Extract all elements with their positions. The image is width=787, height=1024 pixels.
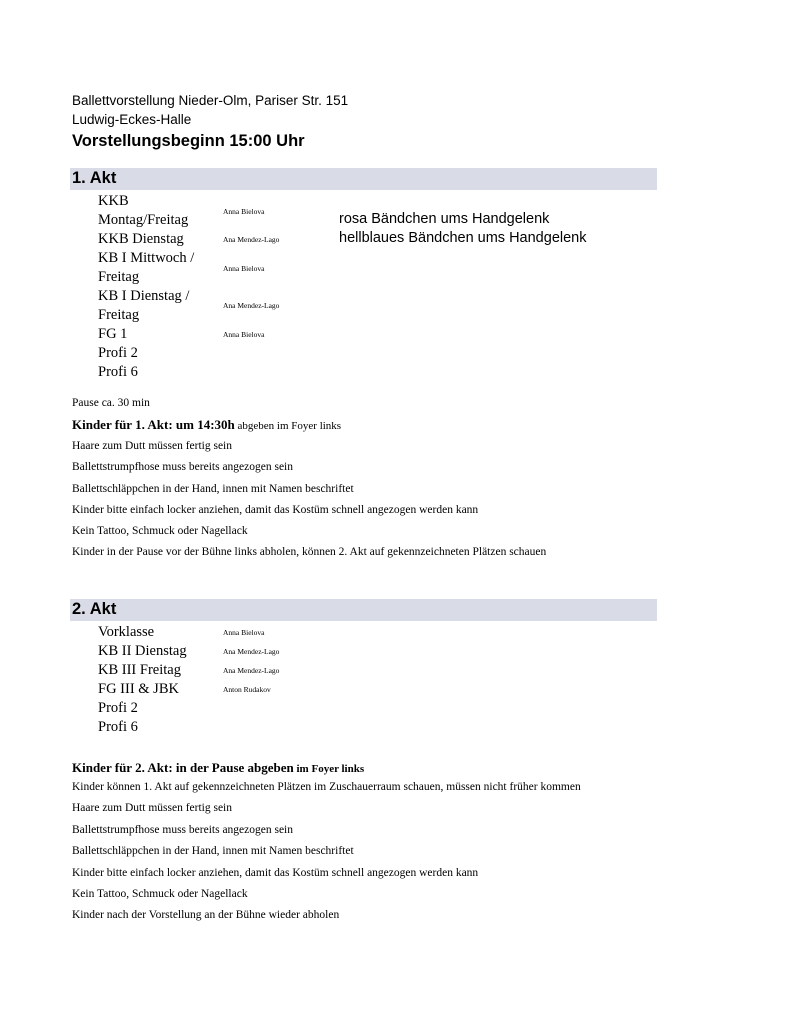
header-address: Ballettvorstellung Nieder-Olm, Pariser Str. 151 [72,93,349,108]
akt2-group-profi6: Profi 6 [98,719,138,735]
akt2-note-1: Haare zum Dutt müssen fertig sein [72,802,232,814]
akt1-note-0: Haare zum Dutt müssen fertig sein [72,440,232,452]
akt1-teacher-3: Ana Mendez-Lago [223,301,280,310]
akt1-group-kb1-mittwoch: KB I Mittwoch / Freitag [98,250,195,285]
akt1-heading-bar [70,168,657,190]
akt1-group-profi2: Profi 2 [98,345,138,361]
akt2-note-5: Kein Tattoo, Schmuck oder Nagellack [72,888,248,900]
akt1-title: 1. Akt [72,169,117,187]
akt1-note-3: Kinder bitte einfach locker anziehen, damit das Kostüm schnell angezogen werden kann [72,504,479,516]
akt2-teacher-2: Ana Mendez-Lago [223,666,280,675]
akt2-teacher-3: Anton Rudakov [223,685,271,694]
akt2-teacher-0: Anna Bielova [223,628,265,637]
akt1-note-4: Kein Tattoo, Schmuck oder Nagellack [72,525,248,537]
akt2-note-2: Ballettstrumpfhose muss bereits angezogen sein [72,824,294,836]
akt1-note-2: Ballettschläppchen in der Hand, innen mit Namen beschriftet [72,483,354,495]
akt1-pause: Pause ca. 30 min [72,397,150,409]
akt2-heading-bar [70,599,657,621]
akt1-teacher-0: Anna Bielova [223,207,265,216]
akt1-kinder-heading: Kinder für 1. Akt: um 14:30h abgeben im Foyer links [72,417,342,432]
akt2-group-kb2-dienstag: KB II Dienstag [98,643,187,659]
akt2-note-4: Kinder bitte einfach locker anziehen, damit das Kostüm schnell angezogen werden kann [72,867,479,879]
akt1-teacher-4: Anna Bielova [223,330,265,339]
akt1-note-5: Kinder in der Pause vor der Bühne links abholen, können 2. Akt auf gekennzeichneten Plätzen schauen [72,546,547,558]
akt1-band-0: rosa Bändchen ums Handgelenk [339,211,550,227]
akt2-note-0: Kinder können 1. Akt auf gekennzeichneten Plätzen im Zuschauerraum schauen, müssen nicht früher kommen [72,781,581,793]
akt2-group-kb3-freitag: KB III Freitag [98,662,181,678]
akt2-note-6: Kinder nach der Vorstellung an der Bühne wieder abholen [72,909,340,921]
akt2-group-fg3-jbk: FG III & JBK [98,681,179,697]
akt2-note-3: Ballettschläppchen in der Hand, innen mit Namen beschriftet [72,845,354,857]
akt2-group-vorklasse: Vorklasse [98,624,155,640]
akt1-group-profi6: Profi 6 [98,364,138,380]
akt1-teacher-2: Anna Bielova [223,264,265,273]
akt1-group-fg1: FG 1 [98,326,128,342]
akt1-note-1: Ballettstrumpfhose muss bereits angezogen sein [72,461,294,473]
akt1-group-kkb-dienstag: KKB Dienstag [98,231,184,247]
akt2-group-profi2: Profi 2 [98,700,138,716]
akt1-teacher-1: Ana Mendez-Lago [223,235,280,244]
akt1-group-kkb: KKB Montag/Freitag [98,193,189,228]
header-venue: Ludwig-Eckes-Halle [72,112,192,127]
akt1-band-1: hellblaues Bändchen ums Handgelenk [339,230,587,246]
akt2-kinder-heading: Kinder für 2. Akt: in der Pause abgeben im Foyer links [72,760,365,775]
akt1-group-kb1-dienstag: KB I Dienstag / Freitag [98,288,190,323]
akt2-teacher-1: Ana Mendez-Lago [223,647,280,656]
header-start-time: Vorstellungsbeginn 15:00 Uhr [72,132,305,150]
akt2-title: 2. Akt [72,600,117,618]
